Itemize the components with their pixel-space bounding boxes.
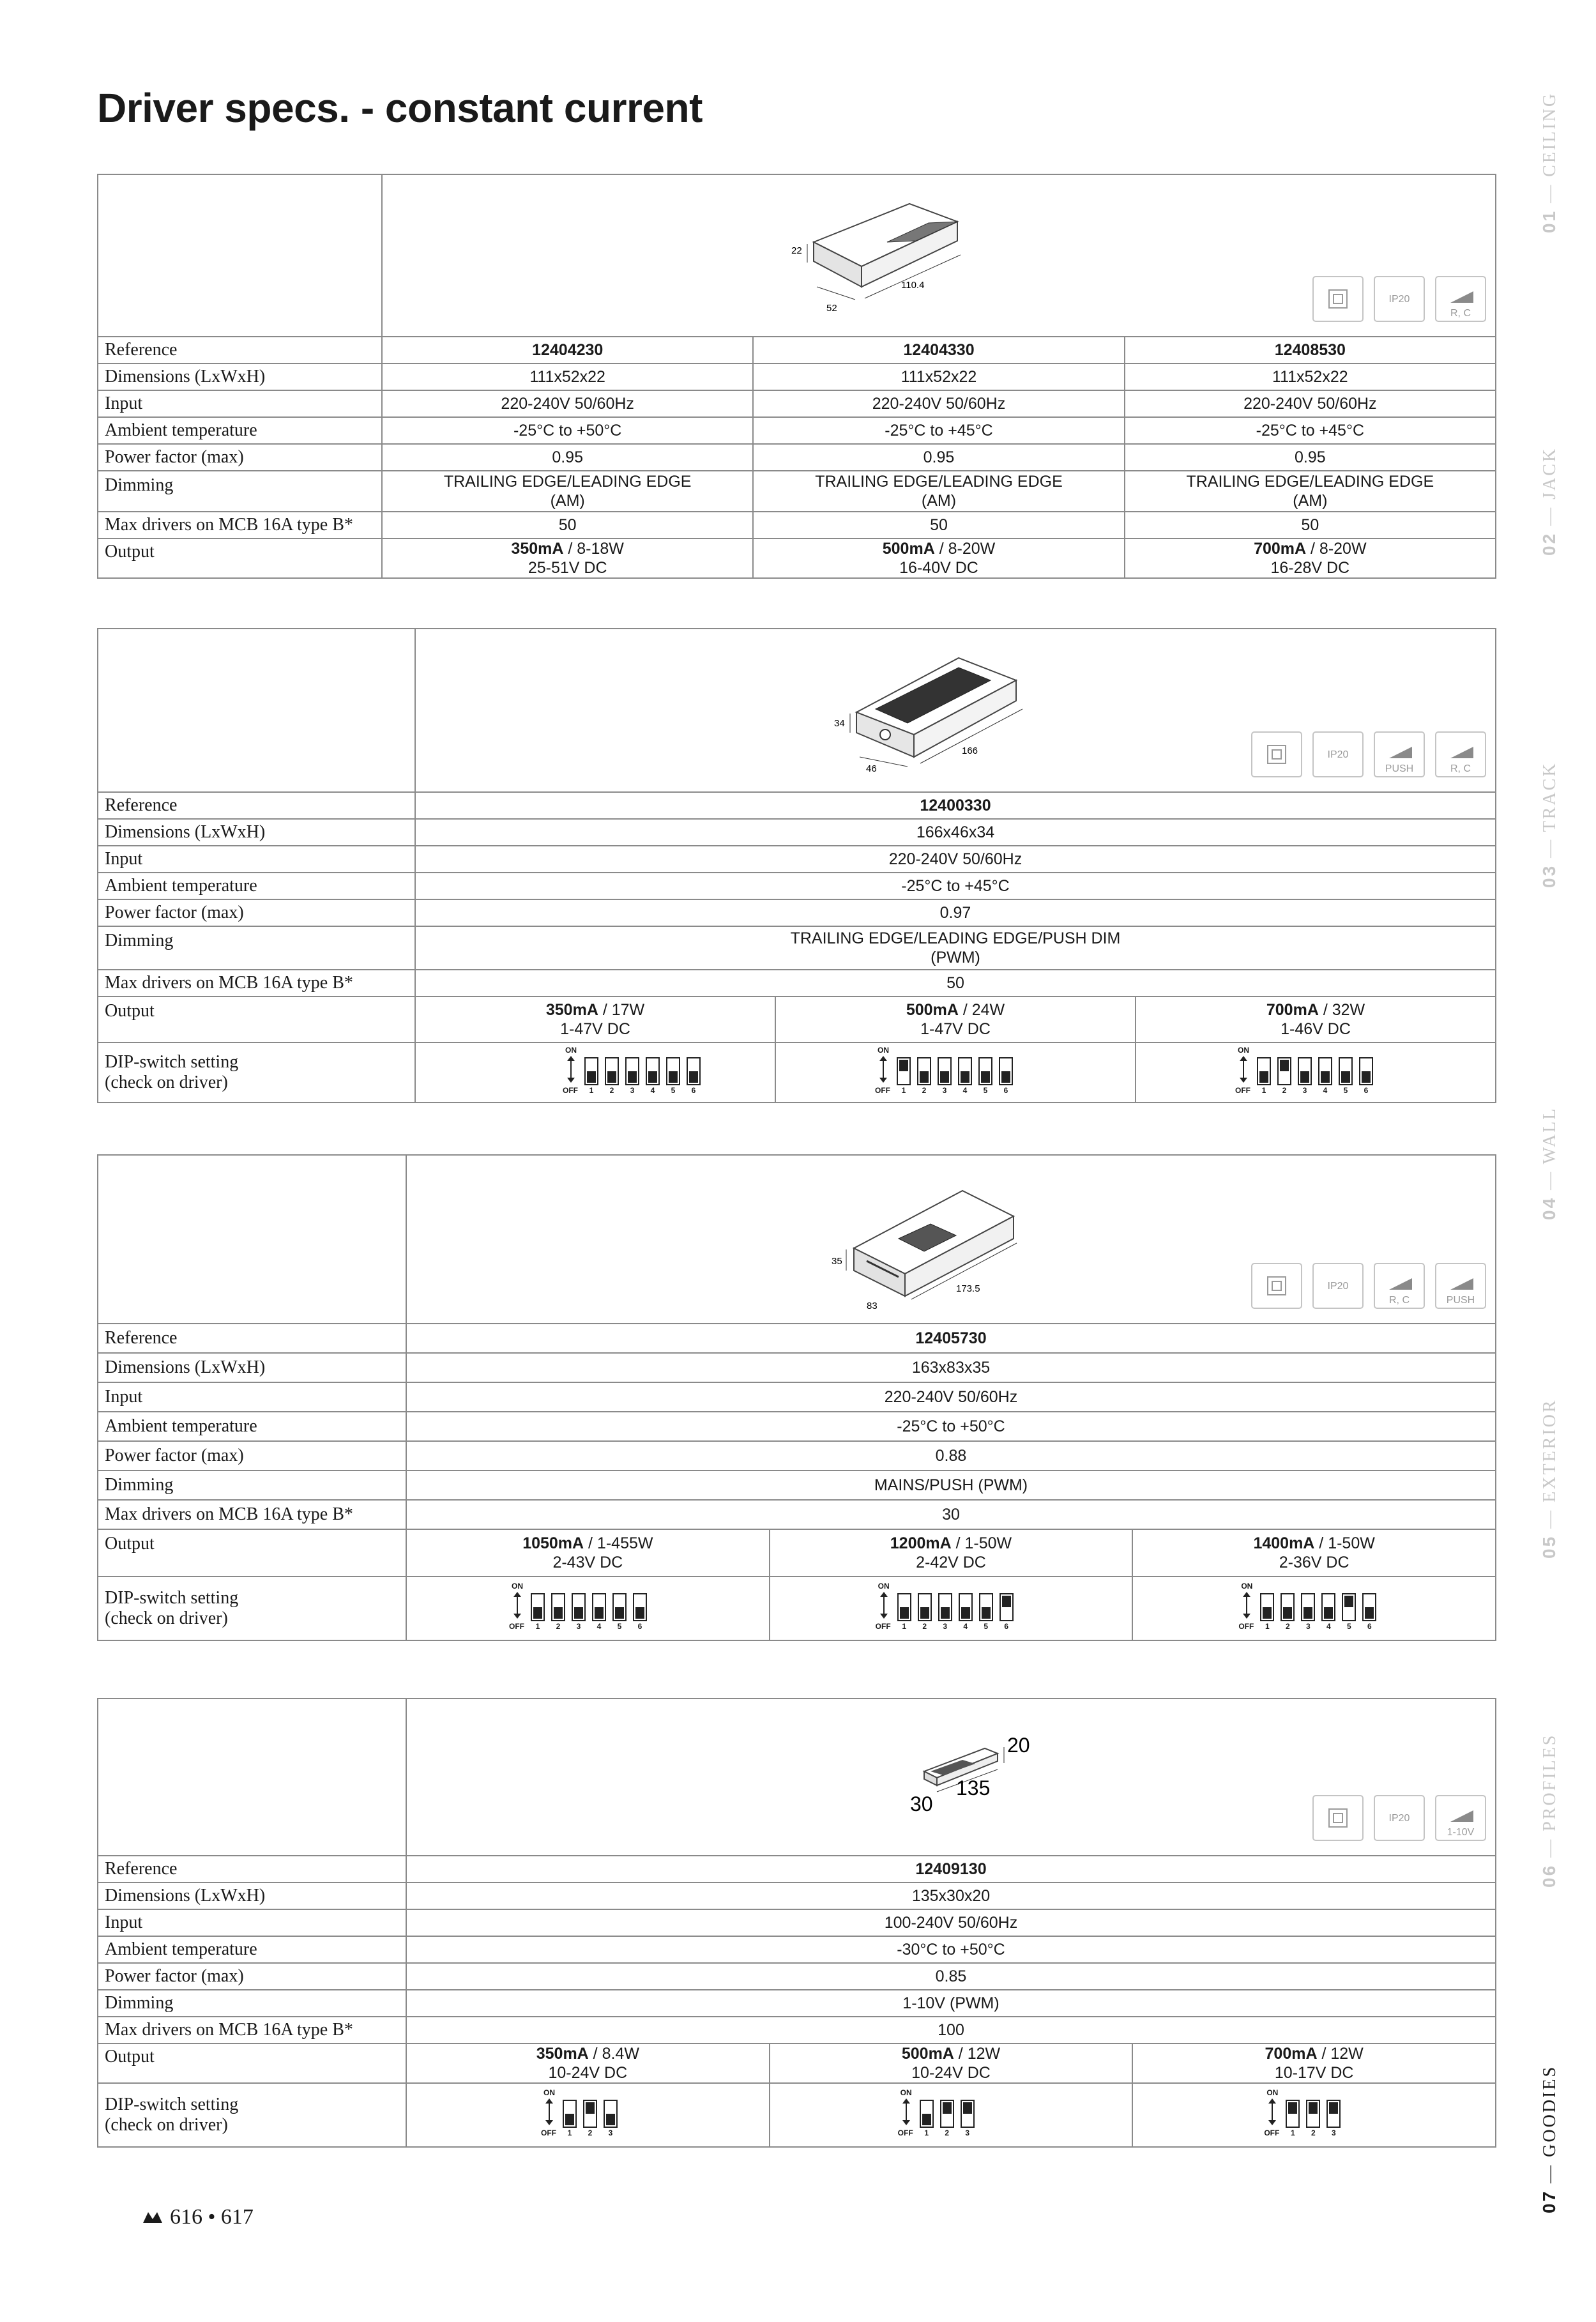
dim-width: 83: [867, 1301, 878, 1311]
row-label-ambient: Ambient temperature: [98, 1936, 406, 1963]
output-value: 500mA / 8-20W 16-40V DC: [753, 538, 1124, 578]
up-down-arrow-icon: [1272, 2100, 1273, 2124]
row-label-ambient: Ambient temperature: [98, 873, 415, 899]
input-value: 220-240V 50/60Hz: [406, 1382, 1496, 1412]
dip-switch-number: 3: [965, 2128, 969, 2138]
dip-switch-1: [920, 2100, 934, 2128]
product-image-cell: [406, 1155, 1496, 1324]
up-down-arrow-icon: [906, 2100, 907, 2124]
max-drivers-value: 50: [415, 970, 1496, 997]
product-image-cell: [415, 629, 1496, 792]
power-factor-value: 0.95: [753, 444, 1124, 471]
max-drivers-value: 50: [753, 512, 1124, 538]
output-value: 700mA / 12W 10-17V DC: [1132, 2043, 1496, 2083]
dip-switch-number: 5: [984, 1622, 988, 1631]
spec-badges: [1251, 731, 1486, 777]
row-label-power-factor: Power factor (max): [98, 899, 415, 926]
dip-switch-diagram: [541, 2087, 690, 2139]
temperature-value: -30°C to +50°C: [406, 1936, 1496, 1963]
output-value: 700mA / 8-20W 16-28V DC: [1125, 538, 1496, 578]
output-value: 700mA / 32W 1-46V DC: [1136, 997, 1496, 1043]
dip-switch-number: 4: [597, 1622, 602, 1631]
brand-logo-icon: [142, 2210, 163, 2224]
up-down-arrow-icon: [883, 1593, 885, 1617]
up-down-arrow-icon: [517, 1593, 518, 1617]
reference-value: 12405730: [915, 1329, 987, 1347]
empty-corner: [98, 1699, 406, 1856]
row-label-dimming: Dimming: [98, 1470, 406, 1500]
dip-switch-number: 3: [942, 1086, 947, 1096]
dip-switch-1: [1286, 2100, 1300, 2128]
dimensions-value: 111x52x22: [753, 363, 1124, 390]
dip-off-label: OFF: [541, 2128, 556, 2138]
page-title: Driver specs. - constant current: [97, 85, 703, 131]
dip-switch-5: [1339, 1057, 1353, 1085]
row-label-dimensions: Dimensions (LxWxH): [98, 1353, 406, 1382]
row-label-output: Output: [98, 2043, 406, 2083]
input-value: 100-240V 50/60Hz: [406, 1909, 1496, 1936]
up-down-arrow-icon: [1243, 1057, 1244, 1081]
dimensions-value: 135x30x20: [406, 1883, 1496, 1909]
dip-switch-2: [940, 2100, 954, 2128]
dip-switch-number: 2: [588, 2128, 593, 2138]
dip-switch-2: [917, 1057, 931, 1085]
dip-switch-number: 2: [922, 1622, 927, 1631]
dim-length: 135: [956, 1776, 991, 1799]
row-label-dimensions: Dimensions (LxWxH): [98, 1883, 406, 1909]
dip-on-label: ON: [878, 1045, 889, 1055]
dip-switch-number: 5: [617, 1622, 622, 1631]
dimming-push-icon: PUSH: [1435, 1263, 1486, 1309]
dip-switch-4: [592, 1593, 606, 1621]
up-down-arrow-icon: [1246, 1593, 1247, 1617]
dip-on-label: ON: [1241, 1581, 1253, 1591]
power-factor-value: 0.97: [415, 899, 1496, 926]
dip-switch-5: [666, 1057, 680, 1085]
dimensions-value: 163x83x35: [406, 1353, 1496, 1382]
dimming-value: MAINS/PUSH (PWM): [406, 1470, 1496, 1500]
power-factor-value: 0.95: [1125, 444, 1496, 471]
dip-switch-number: 5: [1343, 1086, 1348, 1096]
ip-rating-badge: IP20: [1312, 1263, 1364, 1309]
dip-switch-diagram: [1238, 1580, 1388, 1633]
spec-table-12400330: [97, 628, 1496, 1103]
dip-switch-number: 1: [589, 1086, 594, 1096]
dip-switch-4: [646, 1057, 660, 1085]
dip-off-label: OFF: [1235, 1086, 1250, 1096]
dip-switch-number: 4: [1323, 1086, 1328, 1096]
row-label-power-factor: Power factor (max): [98, 1441, 406, 1470]
power-factor-value: 0.85: [406, 1963, 1496, 1990]
dip-switch-number: 4: [650, 1086, 655, 1096]
power-factor-value: 0.95: [382, 444, 753, 471]
row-label-power-factor: Power factor (max): [98, 1963, 406, 1990]
dip-switch-number: 6: [1004, 1622, 1008, 1631]
dip-switch-number: 1: [1261, 1086, 1266, 1096]
sidebar-item-track[interactable]: 03 — TRACK: [1539, 761, 1560, 888]
dip-switch-6: [999, 1593, 1014, 1621]
dimming-rc-icon: R, C: [1374, 1263, 1425, 1309]
dip-switch-number: 2: [945, 2128, 949, 2138]
reference-value: 12404230: [532, 341, 604, 359]
sidebar-item-wall[interactable]: 04 — WALL: [1539, 1106, 1560, 1220]
dip-switch-number: 1: [924, 2128, 929, 2138]
dip-off-label: OFF: [563, 1086, 578, 1096]
dip-switch-4: [1321, 1593, 1335, 1621]
dip-switch-3: [961, 2100, 975, 2128]
row-label-output: Output: [98, 997, 415, 1043]
spec-table-12409130: [97, 1698, 1496, 2148]
dip-switch-6: [999, 1057, 1013, 1085]
dip-switch-2: [1281, 1593, 1295, 1621]
dip-switch-1: [1257, 1057, 1271, 1085]
dip-switch-3: [1326, 2100, 1341, 2128]
dimensions-value: 166x46x34: [415, 819, 1496, 846]
dip-off-label: OFF: [509, 1622, 524, 1631]
row-label-output: Output: [98, 1529, 406, 1577]
dip-off-label: OFF: [1238, 1622, 1254, 1631]
row-label-dip-switch: DIP-switch setting (check on driver): [98, 2083, 406, 2147]
dip-switch-2: [918, 1593, 932, 1621]
dip-switch-4: [1318, 1057, 1332, 1085]
dip-switch-6: [687, 1057, 701, 1085]
sidebar-item-ceiling[interactable]: 01 — CEILING: [1539, 91, 1560, 233]
empty-corner: [98, 174, 382, 337]
row-label-max-drivers: Max drivers on MCB 16A type B*: [98, 2017, 406, 2043]
dip-switch-number: 1: [902, 1622, 906, 1631]
row-label-dip-switch: DIP-switch setting (check on driver): [98, 1043, 415, 1103]
dip-switch-number: 1: [1290, 2128, 1295, 2138]
sidebar-item-jack[interactable]: 02 — JACK: [1539, 447, 1560, 556]
insulation-class-icon: [1251, 731, 1302, 777]
spec-table-12405730: [97, 1154, 1496, 1641]
page-number-text: 616 • 617: [170, 2205, 254, 2229]
dip-switch-diagram: [898, 2087, 1047, 2139]
output-value: 500mA / 12W 10-24V DC: [770, 2043, 1133, 2083]
ip-rating-badge: IP20: [1374, 1795, 1425, 1841]
dip-on-label: ON: [1238, 1045, 1249, 1055]
row-label-dimming: Dimming: [98, 1990, 406, 2017]
sidebar-item-goodies[interactable]: 07 — GOODIES: [1539, 2065, 1560, 2213]
dip-switch-diagram: [1235, 1044, 1385, 1097]
dip-switch-4: [959, 1593, 973, 1621]
output-value: 500mA / 24W 1-47V DC: [775, 997, 1136, 1043]
row-label-input: Input: [98, 1909, 406, 1936]
row-label-dimming: Dimming: [98, 926, 415, 970]
insulation-class-icon: [1312, 276, 1364, 322]
product-image-cell: [406, 1699, 1496, 1856]
page-numbers: [142, 2205, 254, 2229]
dip-switch-diagram: [1264, 2087, 1413, 2139]
reference-value: 12400330: [920, 797, 991, 814]
dip-switch-3: [625, 1057, 639, 1085]
spec-badges: [1312, 1795, 1486, 1841]
dim-width: 30: [910, 1792, 933, 1815]
dip-switch-diagram: [875, 1044, 1024, 1097]
dip-switch-number: 4: [1326, 1622, 1331, 1631]
dip-switch-number: 6: [691, 1086, 696, 1096]
dimensions-value: 111x52x22: [1125, 363, 1496, 390]
sidebar-item-exterior[interactable]: 05 — EXTERIOR: [1539, 1398, 1560, 1559]
power-factor-value: 0.88: [406, 1441, 1496, 1470]
row-label-reference: Reference: [98, 1856, 406, 1883]
temperature-value: -25°C to +45°C: [415, 873, 1496, 899]
reference-value: 12408530: [1274, 341, 1346, 359]
row-label-dimensions: Dimensions (LxWxH): [98, 819, 415, 846]
spec-badges: [1312, 276, 1486, 322]
dip-switch-number: 3: [576, 1622, 581, 1631]
temperature-value: -25°C to +45°C: [753, 417, 1124, 444]
dimensions-value: 111x52x22: [382, 363, 753, 390]
dip-switch-5: [979, 1593, 993, 1621]
row-label-dimensions: Dimensions (LxWxH): [98, 363, 382, 390]
dip-switch-number: 4: [962, 1086, 968, 1096]
output-value: 350mA / 17W 1-47V DC: [415, 997, 775, 1043]
ip-rating-badge: IP20: [1312, 731, 1364, 777]
reference-value: 12404330: [903, 341, 975, 359]
dim-height: 22: [791, 245, 802, 256]
up-down-arrow-icon: [883, 1057, 884, 1081]
dip-switch-1: [897, 1593, 911, 1621]
dip-on-label: ON: [878, 1581, 890, 1591]
driver-drawing: [892, 1734, 1033, 1817]
max-drivers-value: 50: [382, 512, 753, 538]
dimming-value: 1-10V (PWM): [406, 1990, 1496, 2017]
sidebar-item-profiles[interactable]: 06 — PROFILES: [1539, 1733, 1560, 1888]
dip-switch-number: 1: [567, 2128, 572, 2138]
dip-switch-number: 2: [1311, 2128, 1316, 2138]
dip-switch-number: 6: [637, 1622, 642, 1631]
input-value: 220-240V 50/60Hz: [415, 846, 1496, 873]
dip-on-label: ON: [900, 2088, 912, 2097]
max-drivers-value: 30: [406, 1500, 1496, 1529]
dip-off-label: OFF: [897, 2128, 913, 2138]
dip-switch-1: [1260, 1593, 1274, 1621]
max-drivers-value: 100: [406, 2017, 1496, 2043]
empty-corner: [98, 1155, 406, 1324]
dip-switch-6: [1362, 1593, 1376, 1621]
dimming-value: TRAILING EDGE/LEADING EDGE/PUSH DIM (PWM): [415, 926, 1496, 970]
dip-switch-number: 2: [922, 1086, 927, 1096]
dip-switch-number: 2: [556, 1622, 561, 1631]
dim-height: 35: [832, 1256, 842, 1267]
dip-switch-2: [1277, 1057, 1291, 1085]
dip-switch-1: [563, 2100, 577, 2128]
dimming-rc-icon: R, C: [1435, 731, 1486, 777]
dip-switch-number: 6: [1003, 1086, 1008, 1096]
dip-switch-diagram: [509, 1580, 658, 1633]
dip-switch-4: [958, 1057, 972, 1085]
dip-switch-number: 2: [1282, 1086, 1287, 1096]
dimming-rc-icon: R, C: [1435, 276, 1486, 322]
dip-switch-number: 3: [943, 1622, 947, 1631]
dimming-push-icon: PUSH: [1374, 731, 1425, 777]
dip-switch-3: [1301, 1593, 1315, 1621]
row-label-power-factor: Power factor (max): [98, 444, 382, 471]
output-value: 350mA / 8-18W 25-51V DC: [382, 538, 753, 578]
dip-switch-number: 3: [630, 1086, 635, 1096]
driver-drawing: [831, 642, 1061, 773]
dip-switch-number: 5: [1346, 1622, 1351, 1631]
dip-off-label: OFF: [875, 1622, 891, 1631]
dip-switch-1: [897, 1057, 911, 1085]
dimming-value: TRAILING EDGE/LEADING EDGE (AM): [382, 471, 753, 512]
dip-switch-number: 1: [535, 1622, 540, 1631]
dip-switch-6: [633, 1593, 647, 1621]
dip-switch-3: [604, 2100, 618, 2128]
row-label-ambient: Ambient temperature: [98, 1412, 406, 1441]
dip-switch-number: 2: [1285, 1622, 1290, 1631]
spec-badges: [1251, 1263, 1486, 1309]
dip-switch-5: [978, 1057, 992, 1085]
dip-switch-2: [551, 1593, 565, 1621]
dip-switch-diagram: [876, 1580, 1025, 1633]
dip-switch-1: [531, 1593, 545, 1621]
dip-switch-3: [938, 1057, 952, 1085]
row-label-reference: Reference: [98, 792, 415, 819]
dip-on-label: ON: [512, 1581, 523, 1591]
dip-switch-diagram: [563, 1044, 712, 1097]
dip-on-label: ON: [1266, 2088, 1279, 2097]
dip-on-label: ON: [565, 1045, 577, 1055]
dim-length: 166: [962, 745, 978, 756]
row-label-ambient: Ambient temperature: [98, 417, 382, 444]
dip-switch-number: 6: [1364, 1086, 1369, 1096]
dimming-1-10v-icon: 1-10V: [1435, 1795, 1486, 1841]
dip-switch-1: [584, 1057, 598, 1085]
driver-drawing: [828, 1178, 1045, 1312]
dip-off-label: OFF: [1264, 2128, 1280, 2138]
dip-switch-5: [1342, 1593, 1356, 1621]
row-label-max-drivers: Max drivers on MCB 16A type B*: [98, 512, 382, 538]
dip-switch-2: [1306, 2100, 1320, 2128]
dip-switch-number: 5: [983, 1086, 988, 1096]
max-drivers-value: 50: [1125, 512, 1496, 538]
temperature-value: -25°C to +50°C: [406, 1412, 1496, 1441]
dim-length: 110.4: [901, 280, 925, 291]
row-label-max-drivers: Max drivers on MCB 16A type B*: [98, 1500, 406, 1529]
temperature-value: -25°C to +50°C: [382, 417, 753, 444]
dip-switch-2: [583, 2100, 597, 2128]
input-value: 220-240V 50/60Hz: [753, 390, 1124, 417]
driver-drawing: [788, 191, 1005, 319]
row-label-max-drivers: Max drivers on MCB 16A type B*: [98, 970, 415, 997]
up-down-arrow-icon: [570, 1057, 572, 1081]
dip-switch-number: 4: [963, 1622, 968, 1631]
input-value: 220-240V 50/60Hz: [1125, 390, 1496, 417]
dip-switch-number: 3: [1331, 2128, 1336, 2138]
reference-value: 12409130: [915, 1860, 987, 1878]
row-label-reference: Reference: [98, 337, 382, 363]
dim-width: 52: [826, 303, 837, 314]
row-label-dip-switch: DIP-switch setting (check on driver): [98, 1577, 406, 1640]
product-image-cell: [382, 174, 1496, 337]
dip-switch-number: 3: [608, 2128, 613, 2138]
dip-switch-number: 2: [609, 1086, 614, 1096]
row-label-dimming: Dimming: [98, 471, 382, 512]
dip-on-label: ON: [543, 2088, 555, 2097]
output-value: 1400mA / 1-50W 2-36V DC: [1132, 1529, 1496, 1577]
dip-switch-3: [938, 1593, 952, 1621]
dip-switch-3: [572, 1593, 586, 1621]
input-value: 220-240V 50/60Hz: [382, 390, 753, 417]
dip-switch-6: [1359, 1057, 1373, 1085]
dip-switch-number: 3: [1305, 1622, 1311, 1631]
dim-width: 46: [866, 763, 877, 773]
row-label-reference: Reference: [98, 1324, 406, 1353]
output-value: 1200mA / 1-50W 2-42V DC: [770, 1529, 1133, 1577]
dip-switch-3: [1298, 1057, 1312, 1085]
dimming-value: TRAILING EDGE/LEADING EDGE (AM): [753, 471, 1124, 512]
row-label-input: Input: [98, 390, 382, 417]
row-label-input: Input: [98, 1382, 406, 1412]
dip-switch-number: 6: [1367, 1622, 1372, 1631]
output-value: 350mA / 8.4W 10-24V DC: [406, 2043, 770, 2083]
insulation-class-icon: [1251, 1263, 1302, 1309]
empty-corner: [98, 629, 415, 792]
spec-table-12404230: [97, 174, 1496, 579]
dim-height: 34: [834, 718, 845, 729]
dip-off-label: OFF: [875, 1086, 890, 1096]
dip-switch-number: 1: [1265, 1622, 1270, 1631]
dip-switch-5: [612, 1593, 627, 1621]
dim-length: 173.5: [956, 1283, 980, 1294]
up-down-arrow-icon: [549, 2100, 550, 2124]
dim-height: 20: [1007, 1734, 1030, 1757]
dip-switch-number: 3: [1302, 1086, 1307, 1096]
dip-switch-2: [605, 1057, 619, 1085]
row-label-output: Output: [98, 538, 382, 578]
dimming-value: TRAILING EDGE/LEADING EDGE (AM): [1125, 471, 1496, 512]
dip-switch-number: 1: [901, 1086, 906, 1096]
output-value: 1050mA / 1-455W 2-43V DC: [406, 1529, 770, 1577]
dip-switch-number: 5: [671, 1086, 676, 1096]
ip-rating-badge: IP20: [1374, 276, 1425, 322]
row-label-input: Input: [98, 846, 415, 873]
insulation-class-icon: [1312, 1795, 1364, 1841]
temperature-value: -25°C to +45°C: [1125, 417, 1496, 444]
